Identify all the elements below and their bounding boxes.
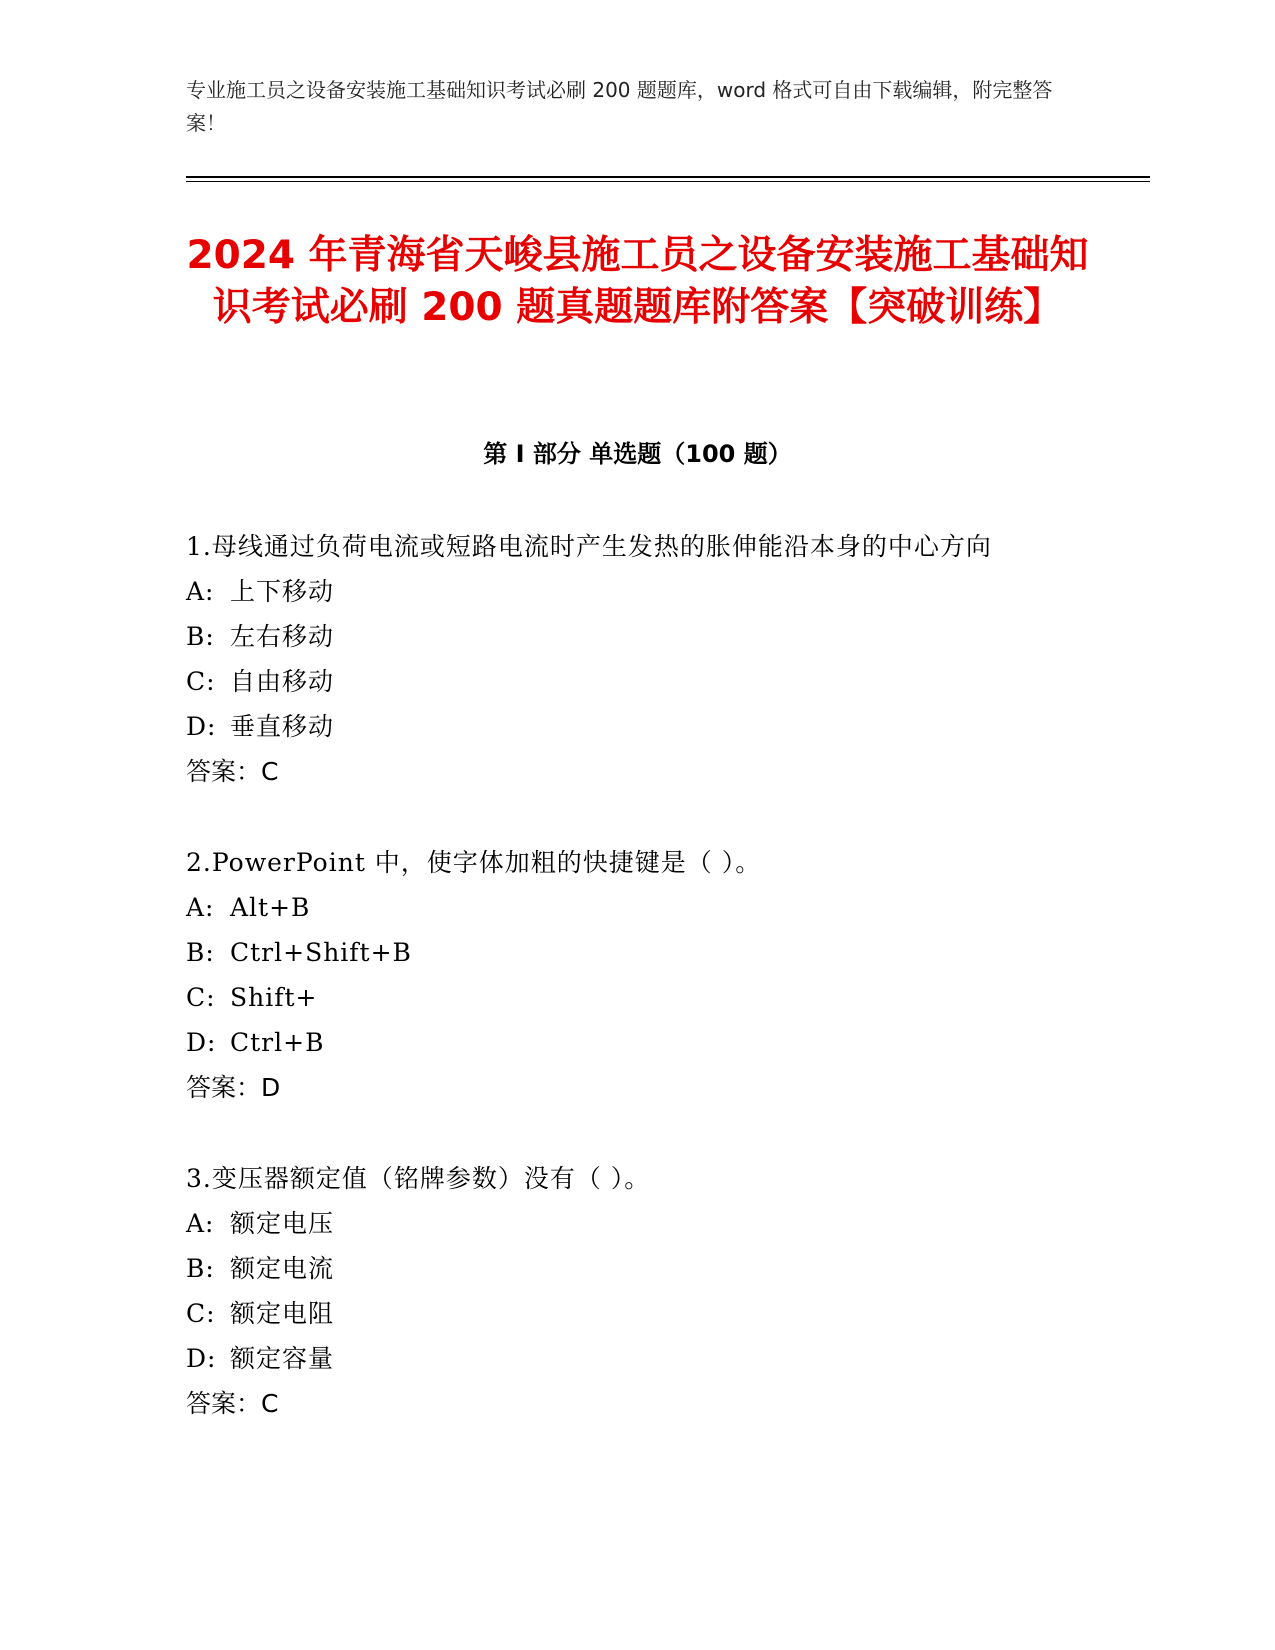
option-letter: B: (186, 1254, 215, 1283)
option-letter: D: (186, 1344, 217, 1373)
option-a (186, 569, 1066, 614)
option-text: Ctrl+Shift+B (230, 938, 412, 967)
option-d (186, 1336, 1066, 1381)
option-letter: D: (186, 1028, 217, 1057)
option-a (186, 1201, 1066, 1246)
option-letter: B: (186, 938, 215, 967)
option-c (186, 1291, 1066, 1336)
option-letter: A: (186, 577, 215, 606)
option-text: 额定电流 (230, 1254, 335, 1283)
option-text: Ctrl+B (230, 1028, 325, 1057)
answer-line: 答案：C (186, 757, 279, 786)
question-list (186, 524, 1066, 1472)
option-text: 上下移动 (230, 577, 335, 606)
option-text: Alt+B (230, 893, 311, 922)
answer-line: 答案：D (186, 1073, 281, 1102)
option-c (186, 975, 1066, 1020)
option-letter: C: (186, 1299, 216, 1328)
question-2 (186, 840, 1066, 1110)
option-letter: A: (186, 1209, 215, 1238)
header-divider (186, 176, 1150, 178)
option-text: 额定容量 (230, 1344, 335, 1373)
document-title: 2024 年青海省天峻县施工员之设备安装施工基础知识考试必刷 200 题真题题库附答案【突破训练】 (186, 233, 1089, 330)
option-a (186, 885, 1066, 930)
option-text: 左右移动 (230, 622, 335, 651)
option-c (186, 659, 1066, 704)
question-stem: 2.PowerPoint 中，使字体加粗的快捷键是（ ）。 (186, 848, 762, 877)
option-letter: C: (186, 667, 216, 696)
option-b (186, 1246, 1066, 1291)
option-letter: B: (186, 622, 215, 651)
option-d (186, 704, 1066, 749)
answer-line: 答案：C (186, 1389, 279, 1418)
option-letter: C: (186, 983, 216, 1012)
option-b (186, 930, 1066, 975)
option-letter: A: (186, 893, 215, 922)
option-text: 额定电压 (230, 1209, 335, 1238)
question-3 (186, 1156, 1066, 1426)
option-letter: D: (186, 712, 217, 741)
option-b (186, 614, 1066, 659)
option-text: 垂直移动 (230, 712, 335, 741)
question-stem: 3.变压器额定值（铭牌参数）没有（ ）。 (186, 1164, 651, 1193)
section-heading: 第 I 部分 单选题（100 题） (483, 440, 792, 468)
option-text: 自由移动 (230, 667, 335, 696)
option-text: 额定电阻 (230, 1299, 335, 1328)
question-1 (186, 524, 1066, 794)
option-text: Shift+ (230, 983, 318, 1012)
option-d (186, 1020, 1066, 1065)
header-divider-thin (186, 181, 1150, 182)
header-note: 专业施工员之设备安装施工基础知识考试必刷 200 题题库，word 格式可自由下载编辑，附完整答案！ (186, 78, 1053, 135)
question-stem: 1.母线通过负荷电流或短路电流时产生发热的胀伸能沿本身的中心方向 (186, 532, 992, 561)
